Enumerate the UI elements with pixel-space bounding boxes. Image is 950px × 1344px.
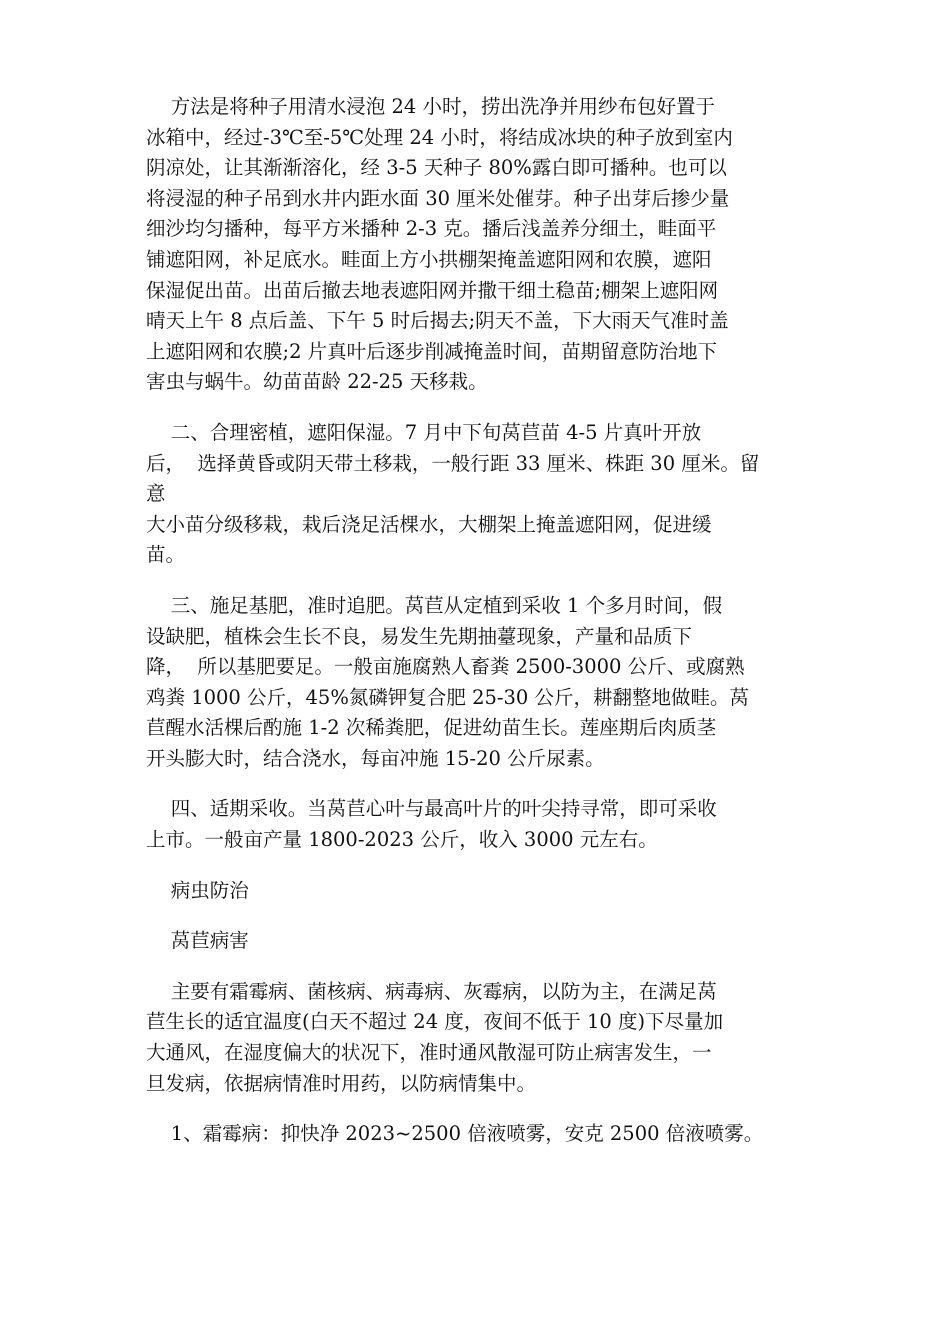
- text-line: 主要有霜霉病、菌核病、病毒病、灰霉病，以防为主，在满足莴: [146, 979, 717, 1003]
- heading-lettuce-diseases: [146, 926, 814, 957]
- text-line: 莴苣病害: [146, 929, 249, 953]
- text-line: 病虫防治: [146, 878, 249, 902]
- text-line: 保湿促出苗。出苗后撤去地表遮阳网并撒干细土稳苗;棚架上遮阳网: [146, 278, 719, 302]
- text-line: 设缺肥，植株会生长不良，易发生先期抽薹现象，产量和品质下: [146, 624, 693, 648]
- text-line: 上市。一般亩产量 1800-2023 公斤，收入 3000 元左右。: [146, 828, 658, 852]
- text-line: 大小苗分级移栽，栽后浇足活棵水，大棚架上掩盖遮阳网，促进缓: [146, 512, 712, 536]
- paragraph-downy-mildew: [146, 1119, 814, 1150]
- document-body: [146, 92, 814, 1150]
- text-line: 大通风，在湿度偏大的状况下，准时通风散湿可防止病害发生，一: [146, 1041, 712, 1065]
- text-line: 二、合理密植，遮阳保湿。7 月中下旬莴苣苗 4-5 片真叶开放: [146, 420, 702, 444]
- paragraph-section-3: [146, 591, 814, 775]
- text-line: 开头膨大时，结合浇水，每亩冲施 15-20 公斤尿素。: [146, 746, 605, 770]
- text-line: 将浸湿的种子吊到水井内距水面 30 厘米处催芽。种子出芽后掺少量: [146, 186, 730, 210]
- text-line: 害虫与蜗牛。幼苗苗龄 22-25 天移栽。: [146, 370, 488, 394]
- text-line: 上遮阳网和农膜;2 片真叶后逐步削减掩盖时间，苗期留意防治地下: [146, 339, 718, 363]
- text-line: 冰箱中，经过-3℃至-5℃处理 24 小时，将结成冰块的种子放到室内: [146, 125, 733, 149]
- paragraph-section-4: [146, 794, 814, 855]
- text-line: 旦发病，依据病情准时用药，以防病情集中。: [146, 1071, 537, 1095]
- paragraph-seedling-method: [146, 92, 814, 398]
- text-line: 后， 选择黄昏或阴天带土移栽，一般行距 33 厘米、株距 30 厘米。留: [146, 451, 760, 475]
- text-line: 1、霜霉病：抑快净 2023~2500 倍液喷雾，安克 2500 倍液喷雾。: [146, 1122, 764, 1146]
- text-line: 四、适期采收。当莴苣心叶与最高叶片的叶尖持寻常，即可采收: [146, 797, 717, 821]
- text-line: 三、施足基肥，准时追肥。莴苣从定植到采收 1 个多月时间，假: [146, 593, 723, 617]
- text-line: 晴天上午 8 点后盖、下午 5 时后揭去;阴天不盖，下大雨天气准时盖: [146, 309, 729, 333]
- text-line: 阴凉处，让其渐渐溶化，经 3-5 天种子 80%露白即可播种。也可以: [146, 156, 727, 180]
- text-line: 苣醒水活棵后酌施 1-2 次稀粪肥，促进幼苗生长。莲座期后肉质茎: [146, 716, 717, 740]
- paragraph-section-2: [146, 418, 814, 571]
- text-line: 细沙均匀播种，每平方米播种 2-3 克。播后浅盖养分细土，畦面平: [146, 217, 717, 241]
- text-line: 降， 所以基肥要足。一般亩施腐熟人畜粪 2500-3000 公斤、或腐熟: [146, 655, 745, 679]
- text-line: 苣生长的适宜温度(白天不超过 24 度，夜间不低于 10 度)下尽量加: [146, 1010, 724, 1034]
- text-line: 鸡粪 1000 公斤，45%氮磷钾复合肥 25-30 公斤，耕翻整地做畦。莴: [146, 685, 749, 709]
- text-line: 铺遮阳网，补足底水。畦面上方小拱棚架掩盖遮阳网和农膜，遮阳: [146, 247, 712, 271]
- heading-pest-control: [146, 876, 814, 907]
- text-line: 苗。: [146, 543, 186, 567]
- text-line: 方法是将种子用清水浸泡 24 小时，捞出洗净并用纱布包好置于: [146, 95, 716, 118]
- paragraph-disease-overview: [146, 977, 814, 1099]
- text-line: 意: [146, 482, 166, 506]
